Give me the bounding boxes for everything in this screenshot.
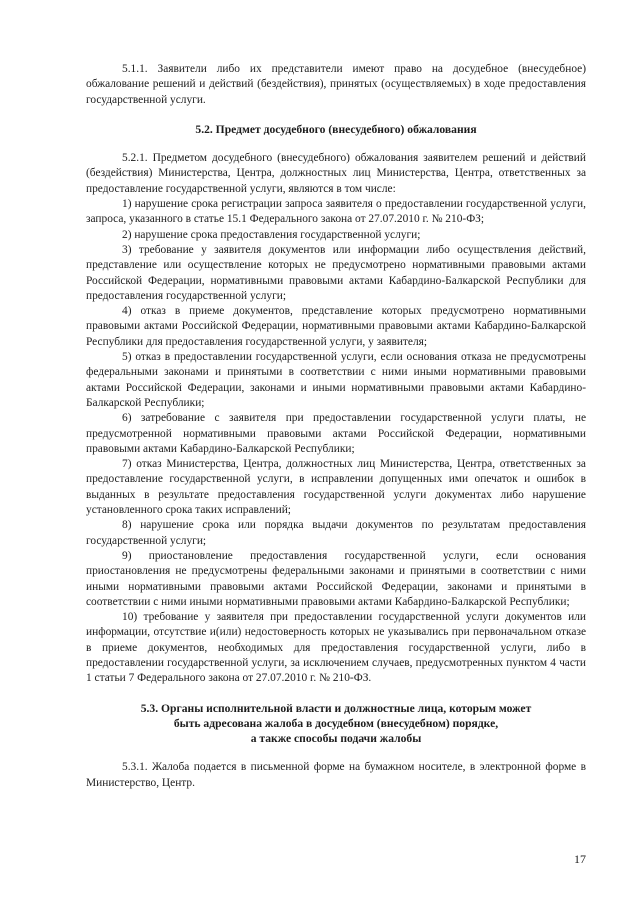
section-heading-5-3-line-2: быть адресована жалоба в досудебном (внесудебном) порядке,: [173, 716, 499, 730]
list-item-9: 9) приостановление предоставления государственной услуги, если основания приостановления не предусмотрены федеральными законами и принятыми в соответствии с ними иными нормативными правовыми актами Российской Федерации, законами и принятыми в соответствии с ними иными нормативными правовыми актами Кабардино-Балкарской Республики;: [86, 549, 586, 608]
list-item-8: 8) нарушение срока или порядка выдачи документов по результатам предоставления государственной услуги;: [86, 519, 586, 547]
list-item-6: 6) затребование с заявителя при предоставлении государственной услуги платы, не предусмотренной нормативными правовыми актами Российской Федерации, нормативными правовыми актами Кабардино-Балкарской Республики;: [86, 412, 586, 455]
section-heading-5-2: 5.2. Предмет досудебного (внесудебного) обжалования: [195, 122, 477, 136]
paragraph-5-1-1: 5.1.1. Заявители либо их представители имеют право на досудебное (внесудебное) обжалование решений и действий (бездействия), принятых (осуществляемых) в ходе предоставления государственной услуги.: [86, 63, 586, 106]
paragraph-5-2-1: 5.2.1. Предметом досудебного (внесудебного) обжалования заявителем решений и действий (бездействия) Министерства, Центра, должностных лиц Министерства, Центра, ответственных за предоставление государственной услуги, являются в том числе:: [86, 152, 586, 195]
section-heading-5-3: [86, 701, 586, 747]
list-item-4: 4) отказ в приеме документов, представление которых предусмотрено нормативными правовыми актами Российской Федерации, нормативными правовыми актами Кабардино-Балкарской Республики для предоставления государственной услуги, у заявителя;: [86, 305, 586, 348]
list-item-2: 2) нарушение срока предоставления государственной услуги;: [122, 228, 421, 241]
list-item-5: 5) отказ в предоставлении государственной услуги, если основания отказа не предусмотрены федеральными законами и принятыми в соответствии с ними иными нормативными правовыми актами Российской Федерации, законами и иными нормативными правовыми актами Кабардино-Балкарской Республики;: [86, 351, 586, 409]
list-item-10: 10) требование у заявителя при предоставлении государственной услуги документов или информации, отсутствие и(или) недостоверность которых не указывались при первоначальном отказе в приеме документов, необходимых для предоставления государственной услуги, либо в предоставлении государственной услуги, за исключением случаев, предусмотренных пунктом 4 части 1 статьи 7 Федерального закона от 27.07.2010 г. № 210-ФЗ.: [86, 611, 586, 685]
list-item-1: 1) нарушение срока регистрации запроса заявителя о предоставлении государственной услуги, запроса, указанного в статье 15.1 Федерального закона от 27.07.2010 г. № 210-ФЗ;: [86, 198, 586, 226]
list-item-7: 7) отказ Министерства, Центра, должностных лиц Министерства, Центра, ответственных за предоставление государственной услуги, в исправлении допущенных ими опечаток и ошибок в выданных в результате предоставления государственной услуги документах либо нарушение установленного срока таких исправлений;: [86, 458, 586, 517]
paragraph-5-3-1: 5.3.1. Жалоба подается в письменной форме на бумажном носителе, в электронной форме в Министерство, Центр.: [86, 761, 586, 789]
list-item-3: 3) требование у заявителя документов или информации либо осуществления действий, представление или осуществление которых не предусмотрено нормативными правовыми актами Российской Федерации, нормативными правовыми актами Кабардино-Балкарской Республики для предоставления государственной услуги;: [86, 243, 586, 302]
document-page: [86, 62, 586, 791]
section-heading-5-3-line-1: 5.3. Органы исполнительной власти и должностные лица, которым может: [140, 701, 532, 715]
section-heading-5-3-line-3: а также способы подачи жалобы: [250, 732, 422, 746]
page-number: 17: [574, 852, 586, 866]
